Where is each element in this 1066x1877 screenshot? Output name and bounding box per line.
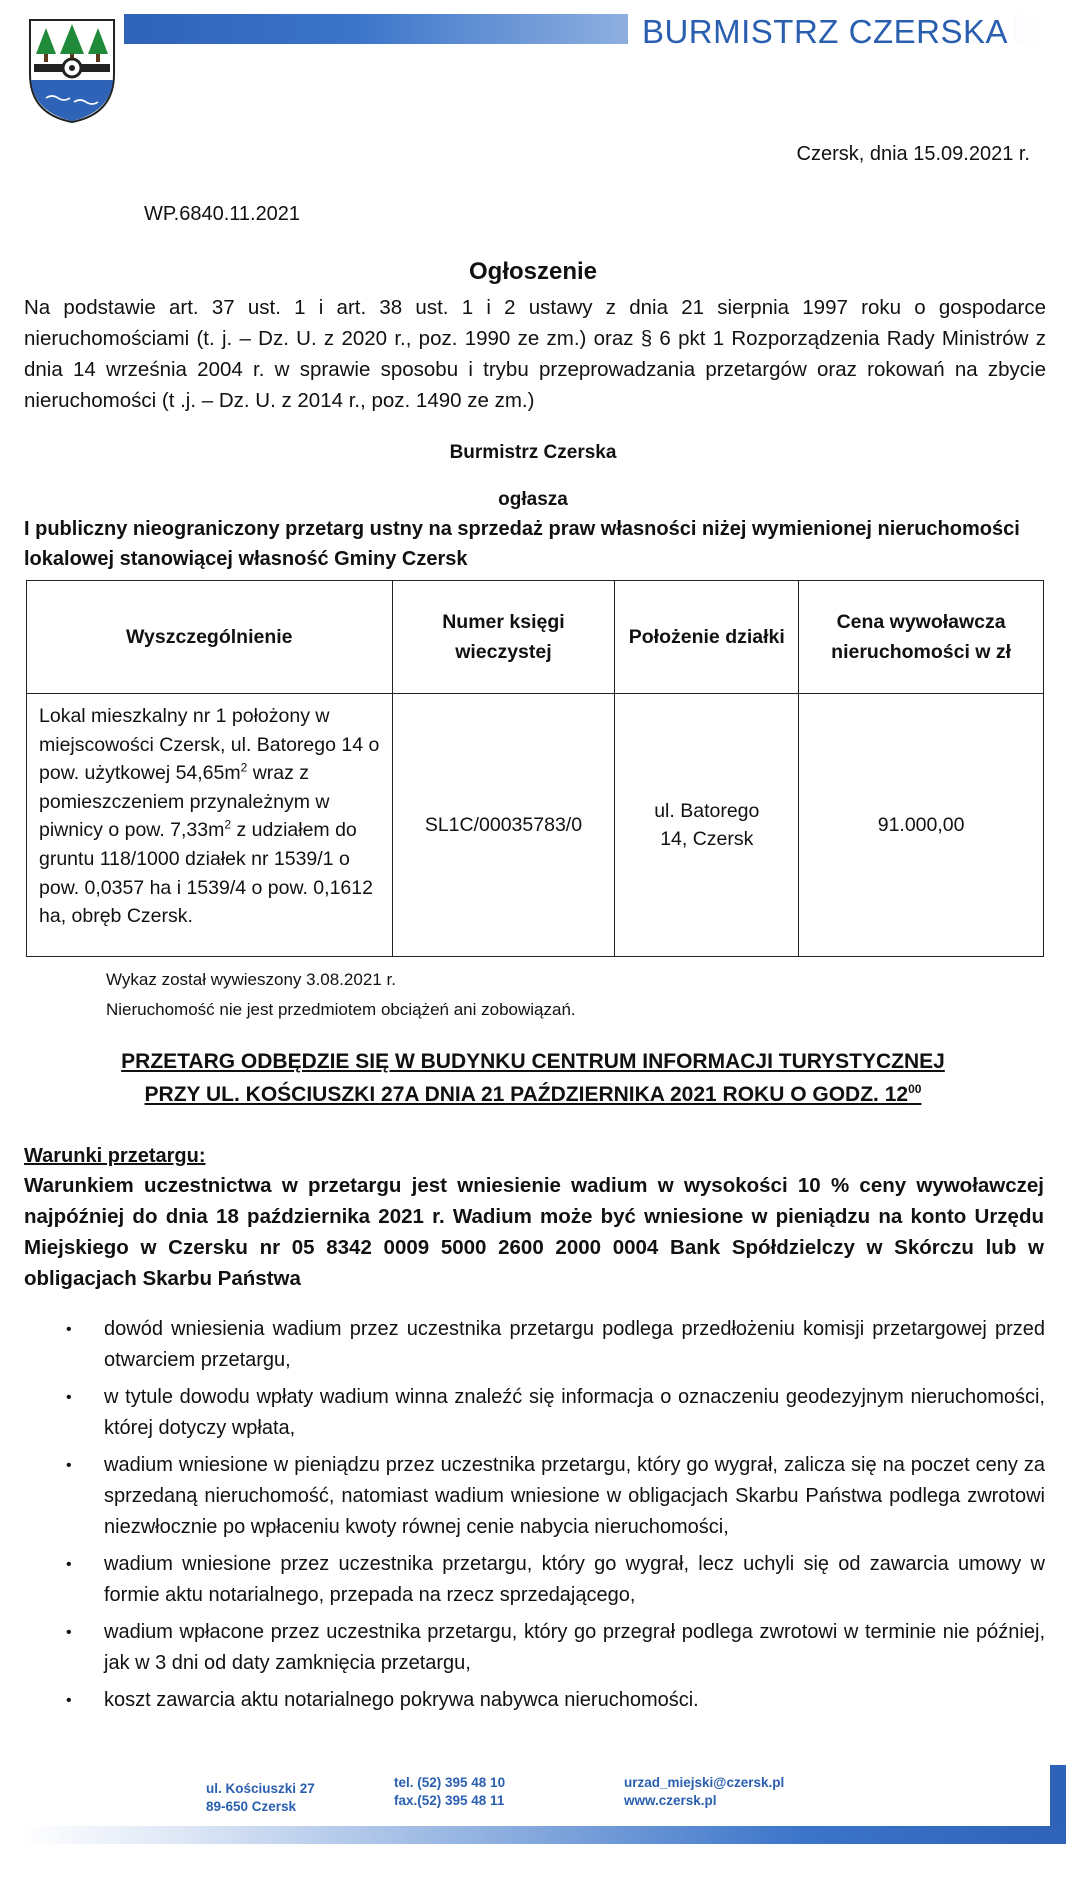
announces-label: ogłasza — [498, 489, 568, 510]
bullet-icon: • — [66, 1457, 72, 1474]
terms-body: Warunkiem uczestnictwa w przetargu jest wniesienie wadium w wysokości 10 % ceny wywoławczej najpóźniej do dnia 18 października 2021 r. Wadium może być wniesione w pieniądzu na konto Urzędu Miejskiego w Czersku nr 05 8342 0009 5000 2600 2000 0004 Bank Spółdzielczy w Skórczu lub w obligacjach Skarbu Państwa — [24, 1174, 1044, 1290]
czersk-coat-of-arms-icon — [26, 16, 118, 126]
column-header-price: Cena wywoławcza nieruchomości w zł — [799, 581, 1044, 694]
reference-number: WP.6840.11.2021 — [144, 203, 301, 225]
list-item: • wadium wpłacone przez uczestnika przetargu, który go przegrał podlega zwrotowi w terminie nie później, jak w 3 dni od daty zamknięcia przetargu, — [60, 1617, 1045, 1679]
list-item: • w tytule dowodu wpłaty wadium winna znaleźć się informacja o oznaczeniu geodezyjnym nieruchomości, której dotyczy wpłata, — [60, 1382, 1045, 1444]
footer-website[interactable]: www.czersk.pl — [624, 1793, 717, 1808]
footer-accent-bar — [1050, 1765, 1066, 1827]
tender-subject: I publiczny nieograniczony przetarg ustny na sprzedaż praw własności niżej wymienionej nieruchomości lokalowej stanowiącej własność Gminy Czersk — [24, 518, 1020, 570]
starting-price: 91.000,00 — [799, 694, 1044, 957]
footer-contact-block — [624, 1774, 784, 1810]
footer-phone-block — [394, 1774, 505, 1810]
bullet-icon: • — [66, 1556, 72, 1573]
property-location: ul. Batorego 14, Czersk — [615, 694, 799, 957]
bullet-icon: • — [66, 1624, 72, 1641]
footer-phone: tel. (52) 395 48 10 — [394, 1775, 506, 1790]
footer-address-street: ul. Kościuszki 27 — [206, 1781, 315, 1796]
list-item: • wadium wniesione w pieniądzu przez uczestnika przetargu, który go wygrał, zalicza się na poczet ceny za sprzedaną nieruchomość, natomiast wadium wniesione w obligacjach Skarbu Państwa podlega zwrotowi niezwłocznie po wpłaceniu kwoty równej cenie nabycia nieruchomości, — [60, 1450, 1045, 1543]
list-item: • dowód wniesienia wadium przez uczestnika przetargu podlega przedłożeniu komisji przetargowej przed otwarciem przetargu, — [60, 1314, 1045, 1376]
terms-list — [60, 1314, 1045, 1722]
issuer: Burmistrz Czerska — [449, 442, 617, 463]
note-no-encumbrances: Nieruchomość nie jest przedmiotem obciążeń ani zobowiązań. — [106, 1000, 576, 1019]
legal-basis-paragraph: Na podstawie art. 37 ust. 1 i art. 38 ust. 1 i 2 ustawy z dnia 21 sierpnia 1997 roku o gospodarce nieruchomościami (t. j. – Dz. U. z 2020 r., poz. 1990 ze zm.) oraz § 6 pkt 1 Rozporządzenia Rady Ministrów z dnia 14 września 2004 r. w sprawie sposobu i trybu przeprowadzania przetargów oraz rokowań na zbycie nieruchomości (t .j. – Dz. U. z 2014 r., poz. 1490 ze zm.) — [24, 296, 1046, 412]
bullet-icon: • — [66, 1692, 72, 1709]
property-description: Lokal mieszkalny nr 1 położony w miejscowości Czersk, ul. Batorego 14 o pow. użytkowej $54,65m^2$ wraz z pomieszczeniem przynależnym w piwnicy o pow. $7,33m^2$ z udziałem do gruntu 118/1000 działek nr 1539/1 o pow. 0,0357 ha i 1539/4 o pow. 0,1612 ha, obręb Czersk. — [27, 694, 393, 957]
footer-email[interactable]: urzad_miejski@czersk.pl — [624, 1775, 785, 1790]
note-list-posted: Wykaz został wywieszony 3.08.2021 r. — [106, 970, 396, 989]
column-header-description: Wyszczególnienie — [27, 581, 393, 694]
document-title: Ogłoszenie — [468, 258, 598, 285]
venue-line-1: PRZETARG ODBĘDZIE SIĘ W BUDYNKU CENTRUM INFORMACJI TURYSTYCZNEJ — [121, 1050, 945, 1073]
property-table — [26, 580, 1044, 957]
column-header-land-register: Numer księgi wieczystej — [392, 581, 615, 694]
list-item: • koszt zawarcia aktu notarialnego pokrywa nabywca nieruchomości. — [60, 1685, 1045, 1716]
column-header-location: Położenie działki — [615, 581, 799, 694]
footer-fax: fax.(52) 395 48 11 — [394, 1793, 505, 1808]
footer-address — [206, 1780, 315, 1816]
bullet-icon: • — [66, 1321, 72, 1338]
date-line: Czersk, dnia 15.09.2021 r. — [796, 143, 1030, 165]
list-item: • wadium wniesione przez uczestnika przetargu, który go wygrał, lecz uchyli się od zawarcia umowy w formie aktu notarialnego, przepada na rzecz sprzedającego, — [60, 1549, 1045, 1611]
table-row — [27, 694, 1044, 957]
terms-heading: Warunki przetargu: — [24, 1145, 206, 1167]
footer-address-city: 89-650 Czersk — [206, 1799, 297, 1814]
venue-line-2: PRZY UL. KOŚCIUSZKI 27A DNIA 21 PAŹDZIERNIKA 2021 ROKU O GODZ. $12^{00}$ — [144, 1082, 922, 1106]
header-title: BURMISTRZ CZERSKA — [628, 12, 1014, 52]
bullet-icon: • — [66, 1389, 72, 1406]
footer-accent-band — [20, 1826, 1066, 1844]
table-header-row — [27, 581, 1044, 694]
venue-time-minutes: 00 — [908, 1082, 922, 1096]
land-register-number: SL1C/00035783/0 — [392, 694, 615, 957]
